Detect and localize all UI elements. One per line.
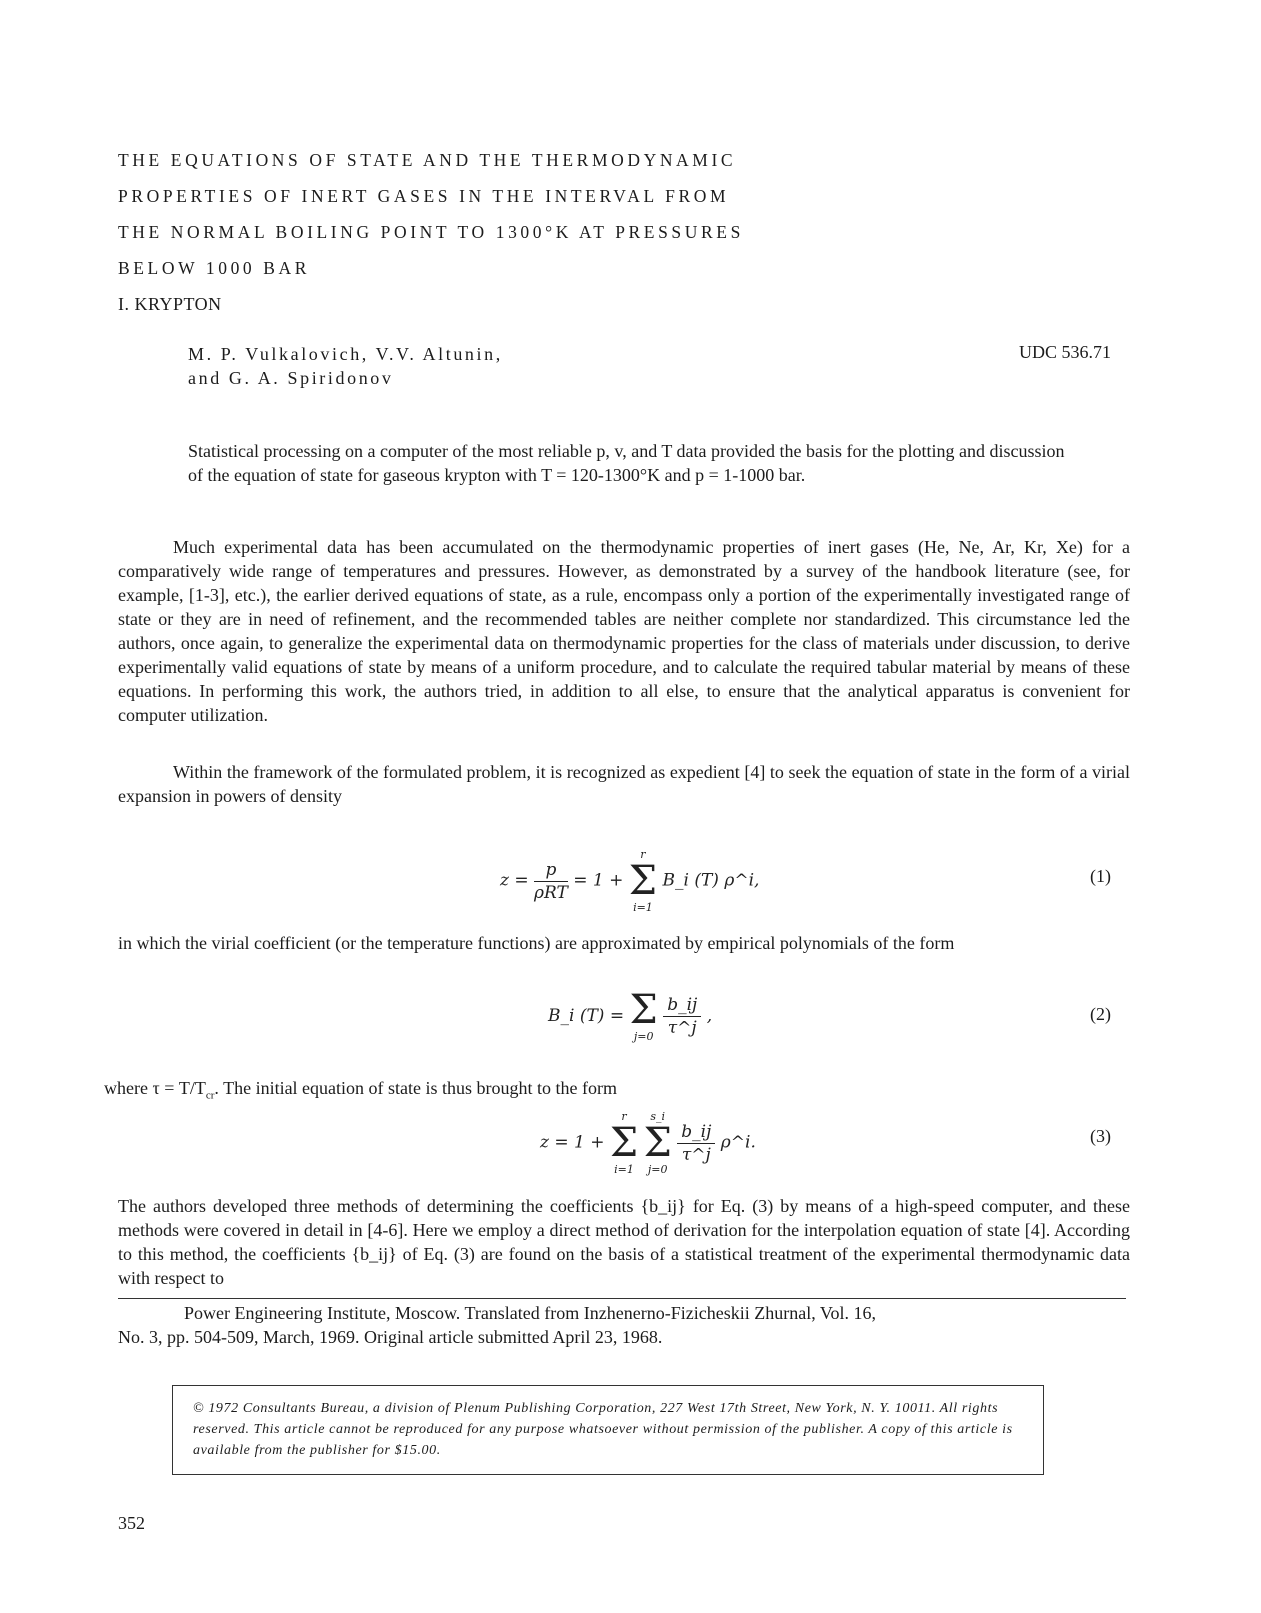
eq3-number: (3): [1090, 1126, 1111, 1146]
footnote-line-2: No. 3, pp. 504-509, March, 1969. Original article submitted April 23, 1968.: [118, 1327, 663, 1347]
eq2-sum-bottom: j=0: [633, 1030, 654, 1043]
copyright-box: [172, 1385, 1044, 1475]
title-line-3: THE NORMAL BOILING POINT TO 1300°K AT PRESSURES: [118, 222, 744, 242]
eq3-sum1-top: r: [621, 1110, 627, 1123]
copyright-text: © 1972 Consultants Bureau, a division of Plenum Publishing Corporation, 227 West 17th Street, New York, N. Y. 10011. All rights reserved. This article cannot be reproduced for any purpose whatsoever without permission of the publisher. A copy of this article is available from the publisher for $15.00.: [193, 1401, 1013, 1458]
equation-3: [540, 1110, 756, 1176]
para4-sub: cr: [205, 1089, 215, 1102]
eq1-fraction: [534, 860, 568, 903]
udc-code: UDC 536.71: [1018, 342, 1111, 362]
footnote: [118, 1301, 1130, 1349]
paragraph-3: in which the virial coefficient (or the temperature functions) are approximated by empirical polynomials of the form: [118, 933, 955, 953]
eq3-tail: ρ^i.: [720, 1132, 756, 1153]
abstract: Statistical processing on a computer of the most reliable p, v, and T data provided the basis for the plotting and discussion of the equation of state for gaseous krypton with T = 120-1300°K and p = 1-1000 bar.: [188, 441, 1065, 485]
eq2-tail: ,: [706, 1006, 713, 1026]
sigma-icon: Σ: [643, 1120, 672, 1166]
paragraph-1: Much experimental data has been accumulated on the thermodynamic properties of inert gases (He, Ne, Ar, Kr, Xe) for a comparatively wide range of temperatures and pressures. However, as demonstrated by a survey of the handbook literature (see, for example, [1-3], etc.), the earlier derived equations of state, as a rule, encompass only a portion of the experimentally investigated range of state or they are in need of refinement, and the recommended tables are neither complete nor standardized. This circumstance led the authors, once again, to generalize the experimental data on thermodynamic properties for the class of materials under discussion, to derive experimentally valid equations of state by means of a uniform procedure, and to calculate the required tabular material by means of these equations. In performing this work, the authors tried, in addition to all else, to ensure that the analytical apparatus is convenient for computer utilization.: [118, 537, 1130, 725]
eq1-frac-num: p: [534, 860, 568, 882]
sigma-icon: Σ: [629, 987, 658, 1033]
eq3-sum2-bottom: j=0: [647, 1163, 668, 1176]
eq2-lhs: B_i (T) =: [548, 1006, 625, 1026]
page-number: 352: [118, 1513, 145, 1533]
eq3-fraction: [677, 1122, 715, 1165]
eq1-middle: = 1 +: [573, 870, 624, 891]
eq2-number: (2): [1090, 1004, 1111, 1024]
paragraph-5: The authors developed three methods of determining the coefficients {b_ij} for Eq. (3) by means of a high-speed computer, and these methods were covered in detail in [4-6]. Here we employ a direct method of derivation for the interpolation equation of state [4]. According to this method, the coefficients {b_ij} of Eq. (3) are found on the basis of a statistical treatment of the experimental thermodynamic data with respect to: [118, 1196, 1130, 1288]
authors-line-2: and G. A. Spiridonov: [188, 368, 394, 388]
sigma-icon: Σ: [628, 858, 658, 904]
eq2-fraction: [663, 995, 701, 1038]
eq2-sum: [629, 987, 658, 1043]
para4-suffix: . The initial equation of state is thus brought to the form: [214, 1078, 618, 1098]
authors-line-1: M. P. Vulkalovich, V.V. Altunin,: [188, 344, 503, 364]
equation-2: [548, 987, 713, 1043]
footnote-line-1: Power Engineering Institute, Moscow. Translated from Inzhenerno-Fizicheskii Zhurnal, Vol. 16,: [184, 1303, 877, 1323]
eq1-frac-den: ρRT: [534, 882, 568, 903]
eq1-rhs: B_i (T) ρ^i,: [662, 870, 760, 891]
eq3-sum-2: [644, 1110, 672, 1176]
paragraph-4: [104, 1076, 1116, 1108]
eq1-sum: [629, 848, 657, 914]
eq1-sum-bottom: i=1: [633, 901, 653, 914]
eq1-sum-top: r: [640, 848, 646, 861]
eq3-sum2-top: s_i: [650, 1110, 666, 1123]
title-line-2: PROPERTIES OF INERT GASES IN THE INTERVAL FROM: [118, 186, 730, 206]
title-line-4: BELOW 1000 BAR: [118, 258, 311, 278]
para4-prefix: where τ = T/T: [104, 1078, 206, 1098]
eq3-sum-1: [610, 1110, 638, 1176]
title-line-1: THE EQUATIONS OF STATE AND THE THERMODYNAMIC: [118, 150, 737, 170]
eq2-frac-num: b_ij: [663, 995, 701, 1017]
eq3-frac-num: b_ij: [677, 1122, 715, 1144]
sigma-icon: Σ: [609, 1120, 639, 1166]
equation-1: [500, 848, 759, 914]
eq3-lhs: z = 1 +: [540, 1132, 605, 1153]
paragraph-2: Within the framework of the formulated problem, it is recognized as expedient [4] to seek the equation of state in the form of a virial expansion in powers of density: [118, 762, 1130, 806]
eq3-frac-den: τ^j: [681, 1144, 711, 1165]
authors: [188, 342, 503, 390]
eq2-frac-den: τ^j: [667, 1018, 697, 1038]
footnote-rule: [118, 1298, 1126, 1299]
eq1-lhs: z =: [500, 870, 529, 891]
subtitle: I. KRYPTON: [118, 294, 222, 314]
eq1-number: (1): [1090, 866, 1111, 886]
eq3-sum1-bottom: i=1: [614, 1163, 634, 1176]
